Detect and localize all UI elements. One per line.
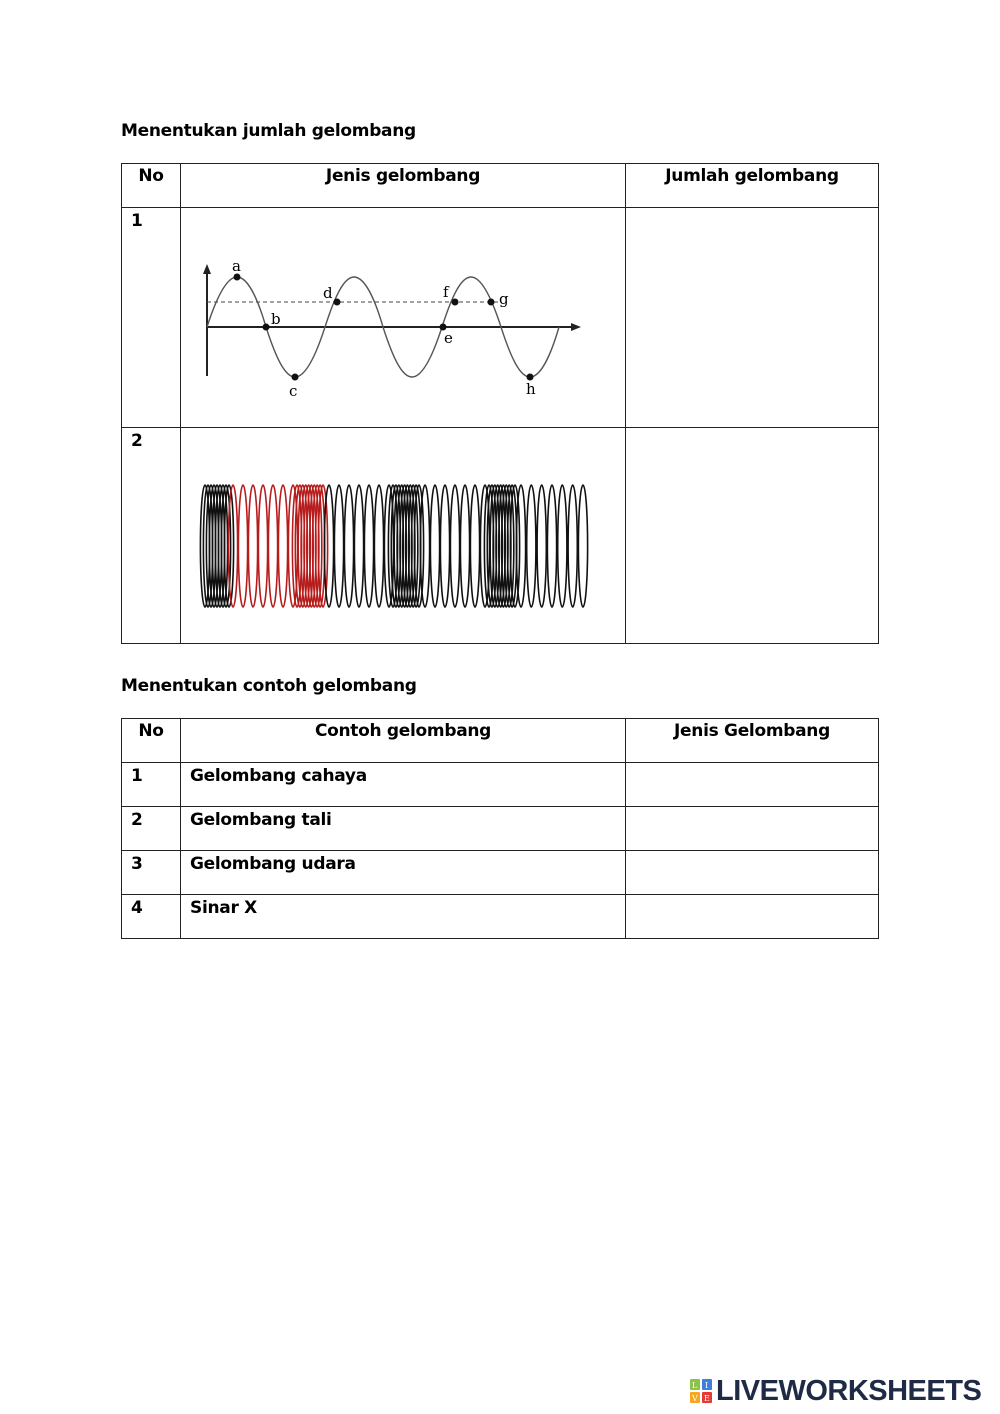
spring-coil: [558, 485, 567, 607]
spring-coil: [460, 485, 469, 607]
header-contoh: Contoh gelombang: [181, 719, 626, 763]
spring-coil: [268, 485, 277, 607]
answer-cell[interactable]: [626, 208, 879, 428]
spring-coil: [527, 485, 536, 607]
table-contoh-gelombang: [121, 718, 879, 939]
example-text: Sinar X: [181, 895, 626, 939]
svg-text:E: E: [704, 1394, 710, 1403]
spring-coil: [450, 485, 459, 607]
example-text: Gelombang cahaya: [181, 763, 626, 807]
spring-coil: [364, 485, 373, 607]
transverse-wave-cell: [181, 208, 626, 428]
wave-point-b: [263, 324, 270, 331]
label-a: a: [232, 257, 241, 275]
table-row: [122, 763, 879, 807]
label-c: c: [289, 382, 298, 400]
spring-coil: [430, 485, 439, 607]
wave-point-f: [452, 299, 459, 306]
spring-coil: [547, 485, 556, 607]
x-axis-arrow: [571, 323, 581, 331]
header-no: No: [122, 164, 181, 208]
table-row: [122, 208, 879, 428]
section-title-jumlah: Menentukan jumlah gelombang: [121, 121, 416, 141]
table-row: [122, 807, 879, 851]
answer-cell[interactable]: [626, 428, 879, 644]
spring-coil: [516, 485, 525, 607]
row-number: 4: [122, 895, 181, 939]
wave-point-d: [334, 299, 341, 306]
wave-point-g: [488, 299, 495, 306]
header-jenis: Jenis gelombang: [181, 164, 626, 208]
row-number: 2: [122, 428, 181, 644]
section-title-contoh: Menentukan contoh gelombang: [121, 676, 417, 696]
row-number: 2: [122, 807, 181, 851]
liveworksheets-logo: [690, 1374, 981, 1408]
svg-text:I: I: [705, 1381, 709, 1390]
spring-coil: [238, 485, 247, 607]
label-g: g: [499, 290, 509, 308]
label-d: d: [323, 284, 333, 302]
answer-cell[interactable]: [626, 807, 879, 851]
header-no: No: [122, 719, 181, 763]
spring-coil: [248, 485, 257, 607]
spring-coil: [344, 485, 353, 607]
answer-cell[interactable]: [626, 895, 879, 939]
transverse-wave-diagram: [181, 208, 626, 422]
spring-coil: [278, 485, 287, 607]
table-header-row: [122, 164, 879, 208]
spring-coil: [420, 485, 429, 607]
spring-coil: [258, 485, 267, 607]
row-number: 1: [122, 763, 181, 807]
spring-coil: [440, 485, 449, 607]
slinky-spring-diagram: [181, 428, 626, 638]
spring-coil: [374, 485, 383, 607]
answer-cell[interactable]: [626, 763, 879, 807]
table-jumlah-gelombang: [121, 163, 879, 644]
spring-coil: [537, 485, 546, 607]
table-row: [122, 428, 879, 644]
example-text: Gelombang udara: [181, 851, 626, 895]
spring-coil: [578, 485, 587, 607]
table-row: [122, 895, 879, 939]
spring-coil: [334, 485, 343, 607]
label-f: f: [443, 283, 449, 301]
spring-coil: [470, 485, 479, 607]
svg-text:L: L: [692, 1381, 698, 1390]
table-row: [122, 851, 879, 895]
example-text: Gelombang tali: [181, 807, 626, 851]
label-b: b: [271, 310, 281, 328]
spring-coil: [568, 485, 577, 607]
spring-coil: [324, 485, 333, 607]
longitudinal-wave-cell: [181, 428, 626, 644]
wave-point-c: [292, 374, 299, 381]
answer-cell[interactable]: [626, 851, 879, 895]
table-header-row: [122, 719, 879, 763]
row-number: 1: [122, 208, 181, 428]
logo-text: LIVEWORKSHEETS: [716, 1374, 982, 1407]
header-jenis: Jenis Gelombang: [626, 719, 879, 763]
spring-coil: [354, 485, 363, 607]
header-jumlah: Jumlah gelombang: [626, 164, 879, 208]
row-number: 3: [122, 851, 181, 895]
y-axis-arrow: [203, 264, 211, 274]
label-h: h: [526, 380, 536, 398]
label-e: e: [444, 329, 453, 347]
liveworksheets-logo-icon: [690, 1379, 712, 1403]
svg-text:V: V: [692, 1394, 698, 1403]
